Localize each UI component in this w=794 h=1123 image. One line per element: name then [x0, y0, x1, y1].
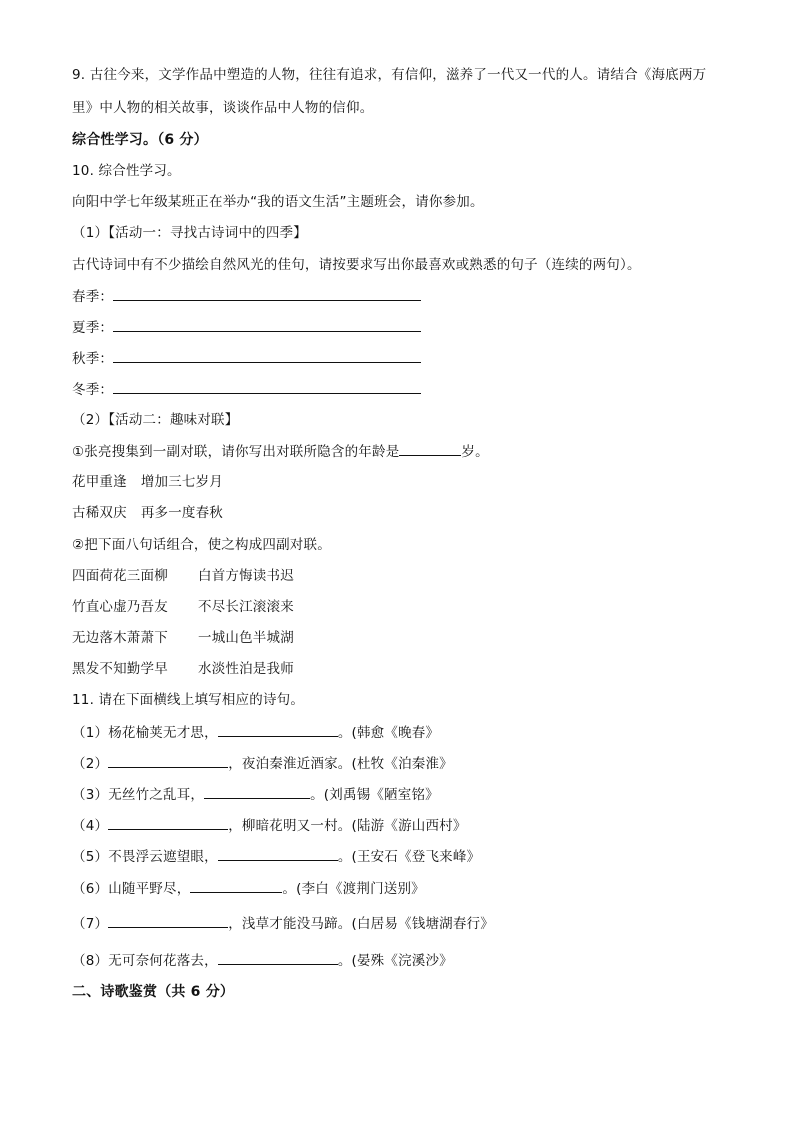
poem-answer-blank[interactable] — [108, 914, 228, 928]
item-number: （6） — [72, 881, 109, 897]
item-before: 山随平野尽， — [108, 881, 191, 897]
item-number: （8） — [72, 953, 109, 969]
item-number: （1） — [72, 725, 109, 741]
poem-answer-blank[interactable] — [218, 723, 338, 737]
q10-activity1-desc: 古代诗词中有不少描绘自然风光的佳句，请按要求写出你最喜欢或熟悉的句子（连续的两句）。 — [72, 257, 641, 273]
season-label: 秋季： — [72, 351, 114, 367]
couplet-right: 一城山色半城湖 — [198, 630, 294, 646]
q9-line1: 9. 古往今来，文学作品中塑造的人物，往往有追求，有信仰，滋养了一代又一代的人。请结合《海底两万 — [72, 67, 707, 83]
poem-answer-blank[interactable] — [190, 879, 282, 893]
poem-answer-blank[interactable] — [218, 951, 338, 965]
item-after: ，柳暗花明又一村。(陆游《游山西村》 — [228, 818, 467, 834]
couplet-part: 再多一度春秋 — [140, 505, 224, 521]
item-after: 。(晏殊《浣溪沙》 — [337, 953, 453, 969]
couplet-question-text: ①张亮搜集到一副对联，请你写出对联所隐含的年龄是 — [72, 444, 400, 460]
item-before: 无丝竹之乱耳， — [108, 787, 205, 803]
q11-item — [72, 785, 439, 804]
poem-answer-blank[interactable] — [108, 754, 228, 768]
section-heading-poetry: 二、诗歌鉴赏（共 6 分） — [72, 984, 235, 1000]
couplet-part: 古稀双庆 — [72, 505, 127, 521]
couplet-left: 黑发不知勤学早 — [72, 661, 168, 677]
item-number: （4） — [72, 818, 109, 834]
couplet-line-1 — [72, 473, 223, 491]
q11-item — [72, 723, 439, 742]
q11-item — [72, 816, 467, 835]
season-row-autumn — [72, 349, 421, 368]
item-before: 无可奈何花落去， — [108, 953, 218, 969]
season-label: 夏季： — [72, 320, 114, 336]
q11-item — [72, 914, 494, 933]
couplet-pair-row — [72, 660, 294, 678]
couplet-left: 无边落木萧萧下 — [72, 630, 168, 646]
couplet-line-2 — [72, 504, 223, 522]
item-after: ，浅草才能没马蹄。(白居易《钱塘湖春行》 — [228, 916, 494, 932]
item-before: 杨花榆荚无才思， — [108, 725, 218, 741]
couplet-question-suffix: 岁。 — [461, 444, 489, 460]
q11-item — [72, 847, 480, 866]
q11-item — [72, 951, 453, 970]
q10-activity1-title: （1）【活动一：寻找古诗词中的四季】 — [72, 225, 307, 241]
couplet-pair-row — [72, 598, 294, 616]
q10-activity2-title: （2）【活动二：趣味对联】 — [72, 412, 239, 428]
poem-answer-blank[interactable] — [218, 847, 338, 861]
couplet-question-2: ②把下面八句话组合，使之构成四副对联。 — [72, 537, 331, 553]
poem-answer-blank[interactable] — [204, 785, 310, 799]
q11-title: 11. 请在下面横线上填写相应的诗句。 — [72, 692, 305, 708]
q10-intro: 向阳中学七年级某班正在举办“我的语文生活”主题班会，请你参加。 — [72, 194, 484, 210]
couplet-right: 白首方悔读书迟 — [198, 568, 294, 584]
season-label: 冬季： — [72, 382, 114, 398]
couplet-left: 四面荷花三面柳 — [72, 568, 168, 584]
season-row-spring — [72, 287, 421, 306]
age-answer-blank[interactable] — [399, 442, 461, 456]
couplet-right: 不尽长江滚滚来 — [198, 599, 294, 615]
item-number: （2） — [72, 756, 109, 772]
item-after: 。(王安石《登飞来峰》 — [337, 849, 481, 865]
answer-blank[interactable] — [113, 349, 421, 363]
answer-blank[interactable] — [113, 287, 421, 301]
item-number: （3） — [72, 787, 109, 803]
poem-answer-blank[interactable] — [108, 816, 228, 830]
answer-blank[interactable] — [113, 318, 421, 332]
q9-line2: 里》中人物的相关故事，谈谈作品中人物的信仰。 — [72, 100, 374, 116]
item-before: 不畏浮云遮望眼， — [108, 849, 218, 865]
q11-item — [72, 879, 425, 898]
couplet-pair-row — [72, 567, 294, 585]
item-after: 。(韩愈《晚春》 — [337, 725, 440, 741]
item-after: 。(刘禹锡《陋室铭》 — [310, 787, 439, 803]
couplet-pair-row — [72, 629, 294, 647]
item-number: （7） — [72, 916, 109, 932]
item-after: ，夜泊秦淮近酒家。(杜牧《泊秦淮》 — [228, 756, 453, 772]
couplet-left: 竹直心虚乃吾友 — [72, 599, 168, 615]
couplet-right: 水淡性泊是我师 — [198, 661, 294, 677]
season-row-summer — [72, 318, 421, 337]
item-number: （5） — [72, 849, 109, 865]
couplet-question-1 — [72, 442, 489, 461]
couplet-part: 花甲重逢 — [72, 474, 127, 490]
q10-title: 10. 综合性学习。 — [72, 163, 181, 179]
q11-item — [72, 754, 453, 773]
season-row-winter — [72, 380, 421, 399]
answer-blank[interactable] — [113, 380, 421, 394]
section-heading-comprehensive: 综合性学习。（6 分） — [72, 132, 208, 148]
item-after: 。(李白《渡荆门送别》 — [282, 881, 425, 897]
season-label: 春季： — [72, 289, 114, 305]
couplet-part: 增加三七岁月 — [140, 474, 224, 490]
